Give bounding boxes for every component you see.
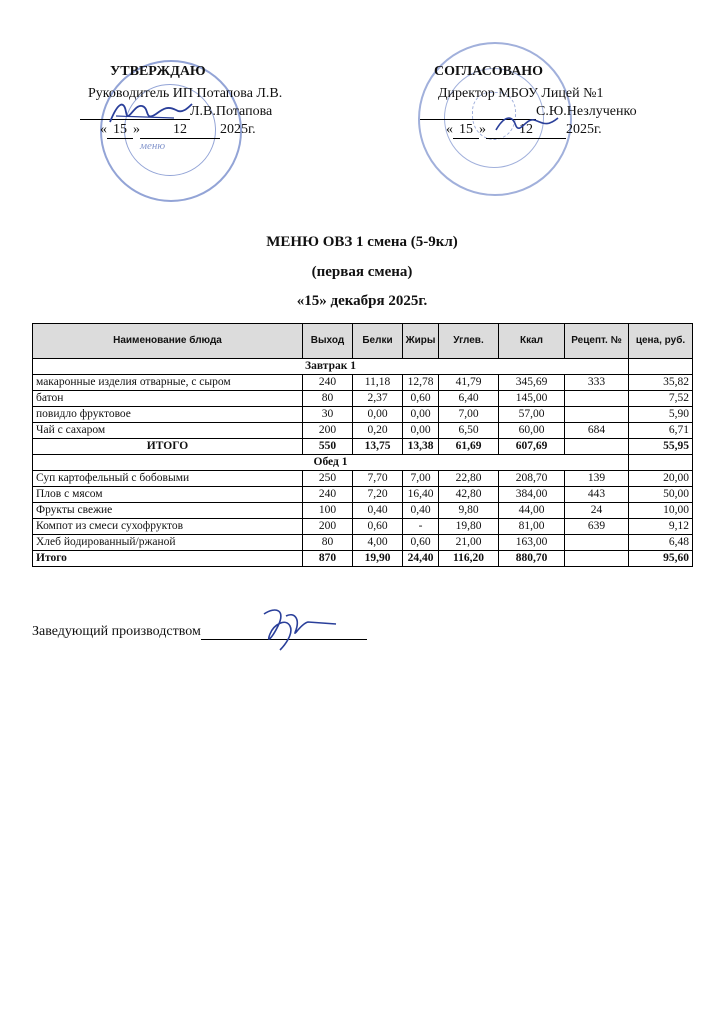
table-cell: Чай с сахаром xyxy=(33,423,303,439)
agree-date-month: 12 xyxy=(486,122,566,139)
col-header-protein: Белки xyxy=(353,324,403,359)
table-row xyxy=(33,423,693,439)
table-cell: повидло фруктовое xyxy=(33,407,303,423)
table-cell: 80 xyxy=(303,535,353,551)
total-cell: 61,69 xyxy=(439,439,499,455)
total-row xyxy=(33,439,693,455)
section-name: Завтрак 1 xyxy=(33,359,629,375)
total-cell: 550 xyxy=(303,439,353,455)
table-cell: 100 xyxy=(303,503,353,519)
section-header-row xyxy=(33,359,693,375)
footer-signature xyxy=(256,604,346,654)
approve-date-month: 12 xyxy=(140,122,220,139)
table-cell: 145,00 xyxy=(499,391,565,407)
approve-signature xyxy=(104,96,194,130)
table-row xyxy=(33,519,693,535)
table-cell: макаронные изделия отварные, с сыром xyxy=(33,375,303,391)
total-row xyxy=(33,551,693,567)
total-cell: 24,40 xyxy=(403,551,439,567)
agree-date: « 15 » 12 2025г. xyxy=(446,122,602,137)
total-cell: 607,69 xyxy=(499,439,565,455)
section-name: Обед 1 xyxy=(33,455,629,471)
table-cell: 50,00 xyxy=(629,487,693,503)
col-header-fat: Жиры xyxy=(403,324,439,359)
table-cell: 10,00 xyxy=(629,503,693,519)
col-header-dish: Наименование блюда xyxy=(33,324,303,359)
table-cell: 21,00 xyxy=(439,535,499,551)
table-cell: 384,00 xyxy=(499,487,565,503)
table-cell: 345,69 xyxy=(499,375,565,391)
total-cell: 13,38 xyxy=(403,439,439,455)
table-cell: 24 xyxy=(565,503,629,519)
agree-date-day: 15 xyxy=(453,122,479,139)
menu-table xyxy=(32,323,693,567)
table-cell: 200 xyxy=(303,519,353,535)
table-cell: Плов с мясом xyxy=(33,487,303,503)
approve-title: УТВЕРЖДАЮ xyxy=(110,64,206,79)
col-header-recipe: Рецепт. № xyxy=(565,324,629,359)
table-cell: 0,40 xyxy=(403,503,439,519)
table-row xyxy=(33,487,693,503)
table-cell: батон xyxy=(33,391,303,407)
section-empty-cell xyxy=(629,455,693,471)
table-cell: 0,00 xyxy=(403,407,439,423)
table-cell: 30 xyxy=(303,407,353,423)
table-row xyxy=(33,503,693,519)
table-cell: 80 xyxy=(303,391,353,407)
table-cell: 443 xyxy=(565,487,629,503)
table-cell: 250 xyxy=(303,471,353,487)
table-cell: 208,70 xyxy=(499,471,565,487)
table-cell: 57,00 xyxy=(499,407,565,423)
total-label: Итого xyxy=(33,551,303,567)
table-cell: 6,40 xyxy=(439,391,499,407)
table-cell: 5,90 xyxy=(629,407,693,423)
table-cell: 333 xyxy=(565,375,629,391)
agree-name: С.Ю.Незлученко xyxy=(536,104,637,119)
col-header-carbs: Углев. xyxy=(439,324,499,359)
table-cell: 0,60 xyxy=(403,535,439,551)
table-cell: 240 xyxy=(303,375,353,391)
total-cell xyxy=(565,439,629,455)
agree-title: СОГЛАСОВАНО xyxy=(434,64,543,79)
total-label: ИТОГО xyxy=(33,439,303,455)
table-cell: Фрукты свежие xyxy=(33,503,303,519)
total-cell: 870 xyxy=(303,551,353,567)
menu-date: «15» декабря 2025г. xyxy=(296,293,428,309)
table-cell: 42,80 xyxy=(439,487,499,503)
approve-name: Л.В.Потапова xyxy=(190,104,273,119)
col-header-output: Выход xyxy=(303,324,353,359)
table-row xyxy=(33,471,693,487)
approve-date-year: 2025г. xyxy=(220,122,256,137)
table-row xyxy=(33,375,693,391)
table-cell: 0,00 xyxy=(403,423,439,439)
table-cell xyxy=(565,535,629,551)
total-cell xyxy=(565,551,629,567)
menu-table-body xyxy=(33,359,693,567)
table-cell xyxy=(565,391,629,407)
table-cell: 0,60 xyxy=(353,519,403,535)
approve-position: Руководитель ИП Потапова Л.В. xyxy=(88,86,283,101)
table-cell: 7,70 xyxy=(353,471,403,487)
footer-label: Заведующий производством xyxy=(32,624,201,639)
table-cell xyxy=(565,407,629,423)
table-cell: 9,12 xyxy=(629,519,693,535)
table-cell: 4,00 xyxy=(353,535,403,551)
table-cell: 6,48 xyxy=(629,535,693,551)
table-cell: 240 xyxy=(303,487,353,503)
col-header-price: цена, руб. xyxy=(629,324,693,359)
table-cell: 6,71 xyxy=(629,423,693,439)
table-cell: 22,80 xyxy=(439,471,499,487)
table-header-row xyxy=(33,324,693,359)
stamp-text: меню xyxy=(140,140,166,152)
total-cell: 116,20 xyxy=(439,551,499,567)
table-cell: 9,80 xyxy=(439,503,499,519)
table-cell: 60,00 xyxy=(499,423,565,439)
table-cell: - xyxy=(403,519,439,535)
table-cell: 0,60 xyxy=(403,391,439,407)
table-cell: 139 xyxy=(565,471,629,487)
table-cell: Компот из смеси сухофруктов xyxy=(33,519,303,535)
total-cell: 55,95 xyxy=(629,439,693,455)
total-cell: 13,75 xyxy=(353,439,403,455)
table-cell: 0,40 xyxy=(353,503,403,519)
section-empty-cell xyxy=(629,359,693,375)
table-cell: 7,20 xyxy=(353,487,403,503)
table-cell: 639 xyxy=(565,519,629,535)
table-cell: 2,37 xyxy=(353,391,403,407)
col-header-kcal: Ккал xyxy=(499,324,565,359)
table-cell: Суп картофельный с бобовыми xyxy=(33,471,303,487)
total-cell: 880,70 xyxy=(499,551,565,567)
table-cell: 684 xyxy=(565,423,629,439)
total-cell: 19,90 xyxy=(353,551,403,567)
menu-subtitle: (первая смена) xyxy=(311,264,413,280)
table-cell: 0,20 xyxy=(353,423,403,439)
agree-date-year: 2025г. xyxy=(566,122,602,137)
total-cell: 95,60 xyxy=(629,551,693,567)
table-cell: Хлеб йодированный/ржаной xyxy=(33,535,303,551)
table-cell: 163,00 xyxy=(499,535,565,551)
table-cell: 7,00 xyxy=(439,407,499,423)
table-cell: 7,52 xyxy=(629,391,693,407)
table-cell: 35,82 xyxy=(629,375,693,391)
agree-signature xyxy=(492,108,562,138)
approve-date: « 15 » 12 2025г. xyxy=(100,122,256,137)
table-cell: 11,18 xyxy=(353,375,403,391)
table-cell: 7,00 xyxy=(403,471,439,487)
table-cell: 200 xyxy=(303,423,353,439)
table-cell: 44,00 xyxy=(499,503,565,519)
table-cell: 81,00 xyxy=(499,519,565,535)
table-cell: 0,00 xyxy=(353,407,403,423)
table-row xyxy=(33,535,693,551)
section-header-row xyxy=(33,455,693,471)
table-cell: 12,78 xyxy=(403,375,439,391)
table-cell: 6,50 xyxy=(439,423,499,439)
table-row xyxy=(33,391,693,407)
approve-date-day: 15 xyxy=(107,122,133,139)
table-cell: 20,00 xyxy=(629,471,693,487)
menu-title: МЕНЮ ОВЗ 1 смена (5-9кл) xyxy=(266,234,458,250)
table-cell: 16,40 xyxy=(403,487,439,503)
table-cell: 19,80 xyxy=(439,519,499,535)
table-row xyxy=(33,407,693,423)
agree-position: Директор МБОУ Лицей №1 xyxy=(438,86,604,101)
table-cell: 41,79 xyxy=(439,375,499,391)
